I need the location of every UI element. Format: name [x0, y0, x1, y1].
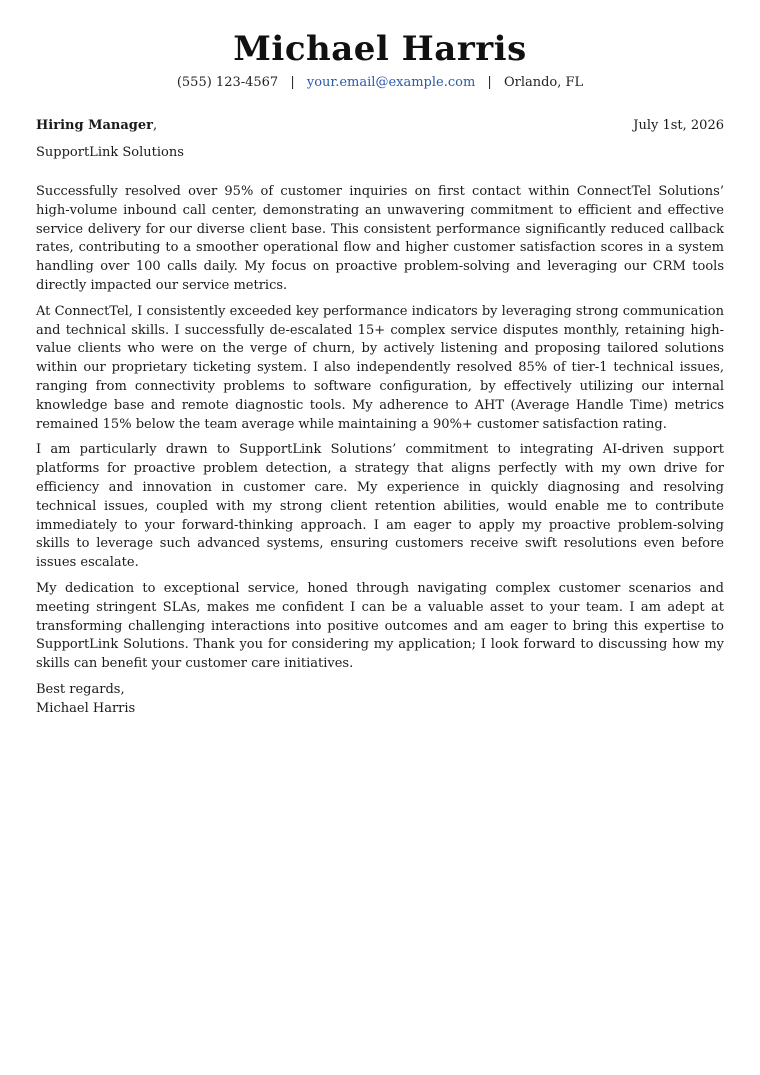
body-paragraph: Successfully resolved over 95% of customer inquiries on first contact within ConnectTel Solutions’ high-volume inbound call center, demonstrating an unwavering commitment to efficient and effective service delivery for our diverse client base. This consistent performance significantly reduced callback rates, contributing to a smoother operational flow and higher customer satisfaction scores in a system handling over 100 calls daily. My focus on proactive problem-solving and leveraging our CRM tools directly impacted our service metrics.	[36, 184, 724, 293]
letter-date: July 1st, 2026	[633, 118, 724, 133]
applicant-name: Michael Harris	[233, 29, 527, 69]
letter-closing	[36, 681, 724, 719]
contact-line	[36, 74, 724, 92]
phone-number: (555) 123-4567	[176, 75, 279, 90]
recipient-name-comma: ,	[152, 118, 158, 133]
location: Orlando, FL	[503, 75, 584, 90]
recipient-company: SupportLink Solutions	[36, 145, 184, 160]
recipient-row	[36, 117, 724, 135]
body-paragraph: My dedication to exceptional service, honed through navigating complex customer scenarios and meeting stringent SLAs, makes me confident I can be a valuable asset to your team. I am adept at transforming challenging interactions into positive outcomes and am eager to bring this expertise to SupportLink Solutions. Thank you for considering my application; I look forward to discussing how my skills can benefit your customer care initiatives.	[36, 580, 724, 672]
recipient-greeting	[36, 117, 157, 135]
closing-salutation: Best regards,	[36, 681, 125, 697]
body-paragraph: At ConnectTel, I consistently exceeded key performance indicators by leveraging strong communication and technical skills. I successfully de-escalated 15+ complex service disputes monthly, retaining high-value clients who were on the verge of churn, by actively listening and proposing tailored solutions within our proprietary ticketing system. I also independently resolved 85% of tier-1 technical issues, ranging from connectivity problems to software configuration, by effectively utilizing our internal knowledge base and remote diagnostic tools. My adherence to AHT (Average Handle Time) metrics remained 15% below the team average while maintaining a 90%+ customer satisfaction rating.	[36, 303, 724, 432]
separator: |	[290, 75, 295, 90]
closing-signature: Michael Harris	[36, 700, 136, 716]
separator: |	[487, 75, 492, 90]
recipient-name: Hiring Manager	[36, 118, 153, 133]
letter-body	[36, 183, 724, 674]
email-link[interactable]: your.email@example.com	[306, 75, 476, 90]
body-paragraph: I am particularly drawn to SupportLink Solutions’ commitment to integrating AI-driven support platforms for proactive problem detection, a strategy that aligns perfectly with my own drive for efficiency and innovation in customer care. My experience in quickly diagnosing and resolving technical issues, coupled with my strong client retention abilities, would enable me to contribute immediately to your forward-thinking approach. I am eager to apply my proactive problem-solving skills to leverage such advanced systems, ensuring customers receive swift resolutions even before issues escalate.	[36, 442, 724, 571]
